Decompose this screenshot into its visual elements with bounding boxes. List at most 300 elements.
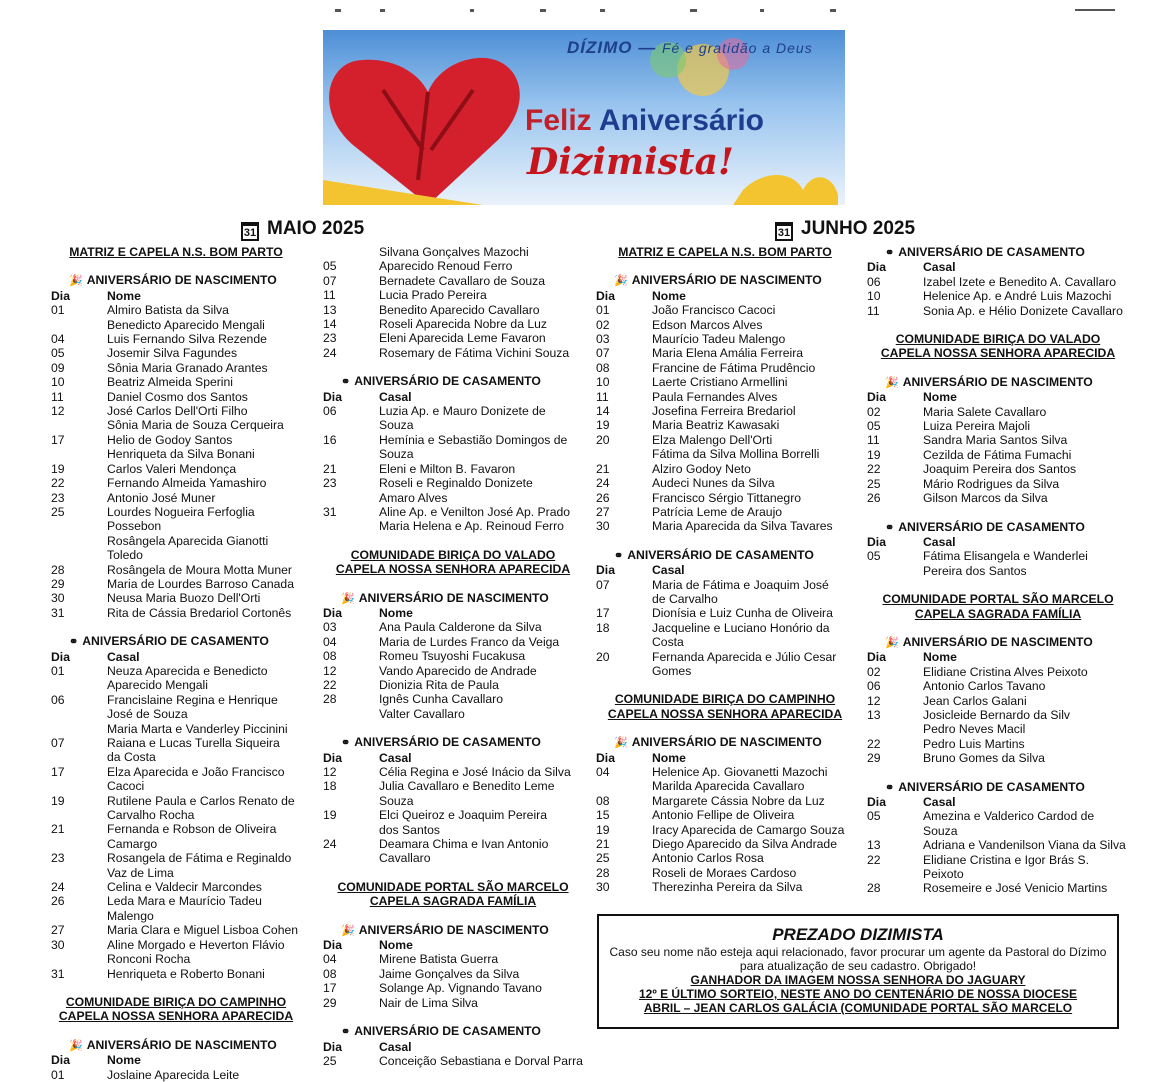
list-item [596,650,854,664]
section-title: ANIVERSÁRIO DE NASCIMENTO [902,374,1093,389]
spacer [323,866,583,880]
list-item [51,433,301,447]
day: 24 [323,345,337,360]
name: Célia Regina e José Inácio da Silva [379,765,571,779]
name: Maria Aparecida da Silva Tavares [652,519,833,534]
list-item [51,837,301,851]
list-item [867,838,1129,852]
day: 11 [867,433,880,448]
list-item [867,708,1129,722]
day: 22 [867,736,881,751]
day [51,952,107,966]
day: 10 [51,375,65,390]
list-item [596,462,854,476]
name: Elidiane Cristina e Igor Brás S. [923,852,1089,867]
day-column-header: Dia [867,260,886,275]
list-item [323,996,583,1010]
birthday-banner [323,30,845,205]
name: Josemir Silva Fagundes [107,346,238,361]
list-item [51,476,301,490]
rings-icon: ⚭ [69,636,79,649]
list-item [867,549,1129,563]
section-title: ANIVERSÁRIO DE NASCIMENTO [902,634,1093,649]
list-item [596,808,854,822]
day [51,707,107,721]
name: Elza Aparecida e João Francisco [107,764,285,779]
section-wedding-anniversary [341,735,583,750]
list-item [867,289,1129,303]
day-column-header: Dia [323,750,342,765]
spacer [867,621,1129,635]
day: 03 [596,332,610,347]
community-heading: CAPELA SAGRADA FAMÍLIA [914,606,1082,621]
list-item [51,736,301,750]
name: Cavallaro [379,851,431,866]
list-item [51,750,301,764]
day: 22 [323,677,337,692]
list-item [596,404,854,418]
name: Pedro Luis Martins [923,736,1025,751]
day [323,519,379,533]
list-item [51,765,301,779]
list-item [867,679,1129,693]
name-column-header: Nome [652,288,686,303]
list-item [867,462,1129,476]
list-item [51,303,301,317]
junho-column-2 [867,245,1129,896]
section-title: ANIVERSÁRIO DE CASAMENTO [898,245,1085,259]
list-item [596,779,854,793]
name: Elza Malengo Dell'Orti [652,432,773,447]
day [51,808,107,822]
day: 25 [867,476,881,491]
spacer [323,577,583,591]
name: Almiro Batista da Silva [107,303,229,318]
name: Diego Aparecido da Silva Andrade [652,837,837,852]
day: 28 [323,692,337,707]
day: 04 [323,634,337,649]
calendar-icon: 31 [775,222,793,241]
day: 07 [596,577,610,592]
name: Hemínia e Sebastião Domingos de [379,432,568,447]
name: Paula Fernandes Alves [652,389,778,404]
section-birthday [614,273,854,288]
list-item [51,361,301,375]
day: 05 [51,346,65,361]
list-item [596,303,854,317]
name: Luzia Ap. e Mauro Donizete de Souza [379,404,546,433]
day: 17 [51,432,65,447]
name: Neusa Maria Buozo Dell'Orti [107,591,261,606]
name: Audeci Nunes da Silva [652,476,775,491]
name: Pedro Neves Macil [923,722,1026,737]
name-column-header: Nome [379,605,413,620]
day: 23 [51,490,65,505]
notice-line-1: Caso seu nome não esteja aqui relacionado, favor procurar um agente da Pastoral do Dízimo [609,945,1107,959]
list-item [867,448,1129,462]
day [51,318,107,332]
list-item [323,274,583,288]
day: 22 [51,476,65,491]
list-item [323,447,583,461]
list-item [323,462,583,476]
name: Vaz de Lima [107,865,174,880]
day: 01 [596,303,610,318]
list-item [51,591,301,605]
name: Ana Paula Calderone da Silva [379,620,542,635]
rings-icon: ⚭ [614,549,624,562]
community-heading: COMUNIDADE BIRIÇA DO VALADO [350,547,556,562]
list-item [323,1054,583,1068]
name: Antonio José Muner [107,490,216,505]
list-item [51,894,301,923]
list-item [596,606,854,620]
day: 20 [596,432,610,447]
name: Carvalho Rocha [107,808,195,823]
name: Leda Mara e Maurício Tadeu Malengo [107,894,262,923]
rings-icon: ⚭ [885,521,895,534]
name: Silvana Gonçalves Mazochi [379,245,529,259]
party-horn-icon: 🎉 [69,1039,83,1052]
name: Romeu Tsuyoshi Fucakusa [379,649,526,664]
day-column-header: Dia [323,389,342,404]
day [867,722,923,736]
list-item [51,866,301,880]
name: Maria Helena e Ap. Reinoud Ferro [379,519,564,534]
spacer [596,678,854,692]
day [323,245,379,259]
list-item [596,447,854,461]
spacer [51,981,301,995]
day: 10 [596,375,610,390]
list-item [51,967,301,981]
list-item [51,534,301,563]
list-item [596,390,854,404]
list-item [867,737,1129,751]
day-column-header: Dia [323,605,342,620]
list-item [596,332,854,346]
day: 29 [867,751,881,766]
community-heading: MATRIZ E CAPELA N.S. BOM PARTO [618,245,832,259]
day: 12 [51,404,65,419]
list-item [51,390,301,404]
day: 02 [867,404,881,419]
name: Carlos Valeri Mendonça [107,461,237,476]
name: Therezinha Pereira da Silva [652,880,803,895]
party-horn-icon: 🎉 [69,275,83,288]
name: Peixoto [923,867,964,882]
list-item [51,418,301,432]
name: Izabel Izete e Benedito A. Cavallaro [923,274,1117,289]
list-item [596,765,854,779]
list-item [323,476,583,490]
name: Dionísia e Luiz Cunha de Oliveira [652,606,833,621]
spacer [51,1024,301,1038]
name: Elidiane Cristina Alves Peixoto [923,664,1088,679]
day: 19 [51,793,65,808]
section-title: ANIVERSÁRIO DE NASCIMENTO [86,1037,277,1052]
cropped-top-edge [0,0,1170,4]
name: Neuza Aparecida e Benedicto [107,663,268,678]
section-title: ANIVERSÁRIO DE CASAMENTO [82,634,269,649]
list-item [596,491,854,505]
day [51,837,107,851]
day-column-header: Dia [867,650,886,665]
day: 08 [596,360,610,375]
name: Mirene Batista Guerra [379,952,499,967]
junho-column-1 [596,245,854,895]
name: Cezilda de Fátima Fumachi [923,447,1072,462]
list-item [51,794,301,808]
name-column-header: Casal [923,795,956,809]
name: Joslaine Aparecida Leite [107,1067,240,1082]
list-item [596,505,854,519]
spacer [323,360,583,374]
day [867,867,923,881]
name: Ignês Cunha Cavallaro [379,692,503,707]
day-column-header: Dia [51,649,70,664]
name: Maria Marta e Vanderley Piccinini [107,721,288,736]
maio-column-2 [323,245,583,1068]
day: 11 [867,303,880,318]
rings-icon: ⚭ [341,376,351,389]
list-item [51,707,301,721]
section-wedding-anniversary [69,634,301,649]
day: 21 [596,461,610,476]
name-column-header: Nome [107,1053,141,1068]
day: 02 [596,317,610,332]
list-item [323,808,583,822]
name: Edson Marcos Alves [652,317,763,332]
day [51,779,107,793]
name: Aparecido Mengali [107,678,208,693]
name: Rosângela Aparecida Gianotti Toledo [107,533,269,563]
day: 13 [867,838,881,853]
name: Benedito Aparecido Cavallaro [379,302,540,317]
day: 24 [51,880,65,895]
list-item [596,851,854,865]
spacer [596,259,854,273]
list-item [51,678,301,692]
section-title: ANIVERSÁRIO DE NASCIMENTO [358,590,549,605]
day: 22 [867,852,881,867]
list-item [596,794,854,808]
list-item [323,620,583,634]
name: Henriqueta e Roberto Bonani [107,966,265,981]
name: Souza [379,447,414,462]
name: Elci Queiroz e Joaquim Pereira [379,808,547,823]
name: Maria Beatriz Kawasaki [652,418,780,433]
section-wedding-anniversary [614,548,854,563]
day: 21 [51,822,65,837]
list-item [51,1068,301,1082]
list-item [867,867,1129,881]
list-item [51,606,301,620]
section-wedding-anniversary [341,1024,583,1039]
day: 08 [596,793,610,808]
list-header [596,751,854,765]
list-header [323,938,583,952]
name: Rutilene Paula e Carlos Renato de [107,793,295,808]
month-title-maio: 31 MAIO 2025 [241,218,364,241]
name: Luis Fernando Silva Rezende [107,332,267,347]
name: Raiana e Lucas Turella Siqueira [107,736,280,750]
name: Julia Cavallaro e Benedito Leme Souza [379,779,555,808]
list-item [323,981,583,995]
name: Camargo [107,836,158,851]
list-item [596,476,854,490]
day: 05 [867,549,881,564]
day: 23 [323,476,337,491]
list-item [323,303,583,317]
name-column-header: Casal [379,750,412,765]
name: Fernanda Aparecida e Júlio Cesar [652,649,837,664]
name: Iracy Aparecida de Camargo Souza [652,822,845,837]
section-title: ANIVERSÁRIO DE CASAMENTO [627,547,814,562]
list-item [596,361,854,375]
community-heading: COMUNIDADE BIRIÇA DO CAMPINHO [614,692,836,707]
day: 30 [51,591,65,606]
name: Eleni Aparecida Leme Favaron [379,331,546,346]
list-item [51,693,301,707]
name: dos Santos [379,822,440,837]
name: Amezina e Valderico Cardod de [923,809,1095,824]
list-item [596,621,854,635]
name: Solange Ap. Vignando Tavano [379,981,542,996]
day: 31 [323,504,337,519]
name: Gomes [652,663,692,678]
list-item [596,318,854,332]
name: Maria Elena Amália Ferreira [652,346,804,361]
list-item [596,433,854,447]
day: 19 [51,461,65,476]
name: Helenice Ap. Giovanetti Mazochi [652,765,828,779]
name: Valter Cavallaro [379,706,465,721]
day: 27 [596,504,610,519]
day [51,418,107,432]
day: 04 [596,765,610,779]
day [323,491,379,505]
list-item [323,779,583,808]
list-item [596,664,854,678]
list-item [51,880,301,894]
name: Rosemary de Fátima Vichini Souza [379,345,570,360]
name-column-header: Casal [652,563,685,578]
spacer [51,259,301,273]
list-item [51,577,301,591]
list-header [596,563,854,577]
name: Francisco Sérgio Tittanegro [652,490,802,505]
name: Mário Rodrigues da Silva [923,476,1060,491]
name-column-header: Casal [923,534,956,549]
list-item [323,491,583,505]
list-item [51,923,301,937]
day-column-header: Dia [867,534,886,549]
day: 06 [867,679,881,694]
day: 12 [323,765,337,779]
day-column-header: Dia [867,390,886,405]
day [51,866,107,880]
name: Fernanda e Robson de Oliveira [107,822,277,837]
list-item [51,822,301,836]
day: 31 [51,966,65,981]
day: 14 [596,404,610,419]
name: José Carlos Dell'Orti Filho [107,404,248,419]
name: Daniel Cosmo dos Santos [107,389,248,404]
day: 28 [596,865,610,880]
name: de Carvalho [652,591,718,606]
list-item [867,853,1129,867]
name: Souza [923,823,958,838]
name: Patrícia Leme de Araujo [652,504,783,519]
name: Josefina Ferreira Bredariol [652,404,796,419]
day: 26 [596,490,610,505]
day: 14 [323,317,337,332]
name: Maria de Lurdes Franco da Veiga [379,634,560,649]
day [596,664,652,678]
day-column-header: Dia [323,938,342,953]
day [867,824,923,838]
name: Helenice Ap. e André Luis Mazochi [923,289,1112,304]
list-item [323,331,583,345]
day [51,447,107,461]
list-item [596,592,854,606]
day: 29 [51,576,65,591]
day: 30 [51,937,65,952]
name: Vando Aparecido de Andrade [379,663,537,678]
name: Costa [652,635,684,650]
community-heading: COMUNIDADE PORTAL SÃO MARCELO [882,592,1114,607]
list-item [867,419,1129,433]
day: 12 [867,693,881,708]
list-item [51,491,301,505]
name-column-header: Nome [923,650,957,665]
name: Maria Clara e Miguel Lisboa Cohen [107,923,299,938]
community-heading: CAPELA SAGRADA FAMÍLIA [369,894,537,909]
day: 08 [323,966,337,981]
name: Lucia Prado Pereira [379,288,487,303]
month-title-junho: 31 JUNHO 2025 [775,218,915,241]
rings-icon: ⚭ [341,737,351,750]
list-item [596,866,854,880]
name: Aline Ap. e Venilton José Ap. Prado [379,504,571,519]
day: 23 [51,851,65,866]
day: 27 [51,923,65,938]
list-item [51,722,301,736]
list-item [596,418,854,432]
list-item [323,692,583,706]
list-item [51,779,301,793]
day-column-header: Dia [596,563,615,578]
list-item [51,563,301,577]
name: Aline Morgado e Heverton Flávio [107,937,285,952]
list-item [867,405,1129,419]
list-item [51,505,301,534]
name: Benedicto Aparecido Mengali [107,317,265,332]
name: Maria de Fátima e Joaquim José [652,577,829,592]
list-item [596,375,854,389]
spacer [596,534,854,548]
notice-winner: ABRIL – JEAN CARLOS GALÁCIA (COMUNIDADE PORTAL SÃO MARCELO [643,1001,1073,1015]
list-header [867,260,1129,274]
day: 04 [51,332,65,347]
list-header [323,390,583,404]
name: Francislaine Regina e Henrique [107,692,278,707]
day: 06 [51,692,65,707]
spacer [867,578,1129,592]
day: 19 [323,808,337,823]
name: Gilson Marcos da Silva [923,491,1048,506]
